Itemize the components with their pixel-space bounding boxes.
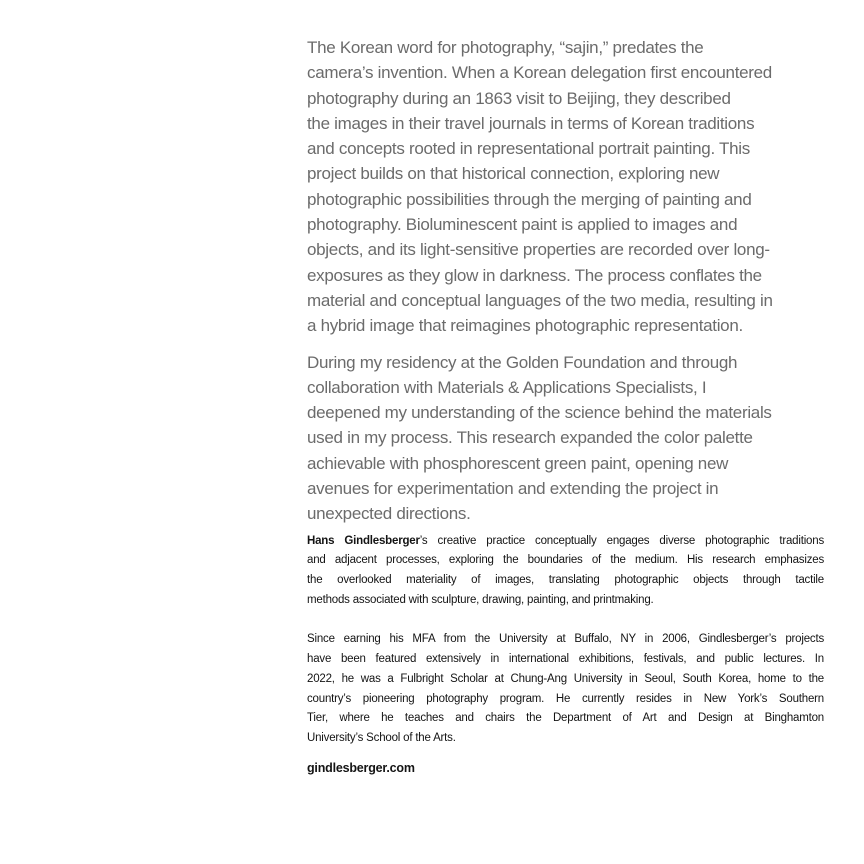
text-line: achievable with phosphorescent green paint, opening new bbox=[307, 453, 729, 473]
bio-first-line-rest: ’s creative practice conceptually engages diverse photographic traditions bbox=[419, 534, 824, 547]
bio-name-bold: Hans Gindlesberger bbox=[307, 534, 420, 547]
text-line: University’s School of the Arts. bbox=[307, 731, 456, 744]
text-line: unexpected directions. bbox=[307, 504, 471, 524]
text-line: and adjacent processes, exploring the boundaries of the medium. His research emphasizes bbox=[307, 554, 824, 567]
text-line: collaboration with Materials & Applications Specialists, I bbox=[307, 377, 707, 397]
bio-paragraph-1-lines bbox=[307, 551, 824, 610]
text-line: camera’s invention. When a Korean delegation first encountered bbox=[307, 63, 772, 83]
website-link[interactable]: gindlesberger.com bbox=[307, 760, 415, 775]
artist-statement bbox=[307, 35, 824, 527]
text-line: material and conceptual languages of the two media, resulting in bbox=[307, 290, 773, 310]
text-line: Since earning his MFA from the University at Buffalo, NY in 2006, Gindlesberger’s projects bbox=[307, 633, 824, 646]
text-line: The Korean word for photography, “sajin,” predates the bbox=[307, 38, 704, 57]
text-line: project builds on that historical connection, exploring new bbox=[307, 164, 720, 184]
text-line: photographic possibilities through the merging of painting and bbox=[307, 189, 752, 209]
text-line: used in my process. This research expanded the color palette bbox=[307, 428, 753, 448]
text-line: deepened my understanding of the science behind the materials bbox=[307, 403, 772, 423]
text-line: avenues for experimentation and extending the project in bbox=[307, 479, 719, 499]
bio-paragraph-1 bbox=[307, 532, 824, 611]
text-line: methods associated with sculpture, drawing, painting, and printmaking. bbox=[307, 593, 654, 606]
statement-paragraph-1 bbox=[307, 35, 824, 339]
text-line: photography. Bioluminescent paint is applied to images and bbox=[307, 215, 738, 235]
content-column bbox=[307, 35, 824, 778]
text-line: 2022, he was a Fulbright Scholar at Chung-Ang University in Seoul, South Korea, home to the bbox=[307, 672, 824, 685]
text-line: have been featured extensively in international exhibitions, festivals, and public lectures. In bbox=[307, 653, 824, 666]
text-line: Tier, where he teaches and chairs the Department of Art and Design at Binghamton bbox=[307, 712, 824, 725]
text-line: During my residency at the Golden Foundation and through bbox=[307, 352, 738, 372]
bio-section bbox=[307, 532, 824, 779]
text-line: objects, and its light-sensitive properties are recorded over long- bbox=[307, 240, 770, 260]
bio-paragraph-2 bbox=[307, 630, 824, 748]
text-line: country’s pioneering photography program. He currently resides in New York’s Southern bbox=[307, 692, 824, 705]
text-line: exposures as they glow in darkness. The process conflates the bbox=[307, 265, 762, 285]
text-line: the images in their travel journals in terms of Korean traditions bbox=[307, 113, 755, 133]
text-line: a hybrid image that reimagines photographic representation. bbox=[307, 316, 743, 336]
text-line: and concepts rooted in representational portrait painting. This bbox=[307, 139, 750, 159]
text-line: the overlooked materiality of images, translating photographic objects through tactile bbox=[307, 574, 824, 587]
statement-paragraph-2 bbox=[307, 350, 824, 527]
text-line: photography during an 1863 visit to Beijing, they described bbox=[307, 88, 731, 108]
bio-first-line bbox=[307, 532, 824, 552]
